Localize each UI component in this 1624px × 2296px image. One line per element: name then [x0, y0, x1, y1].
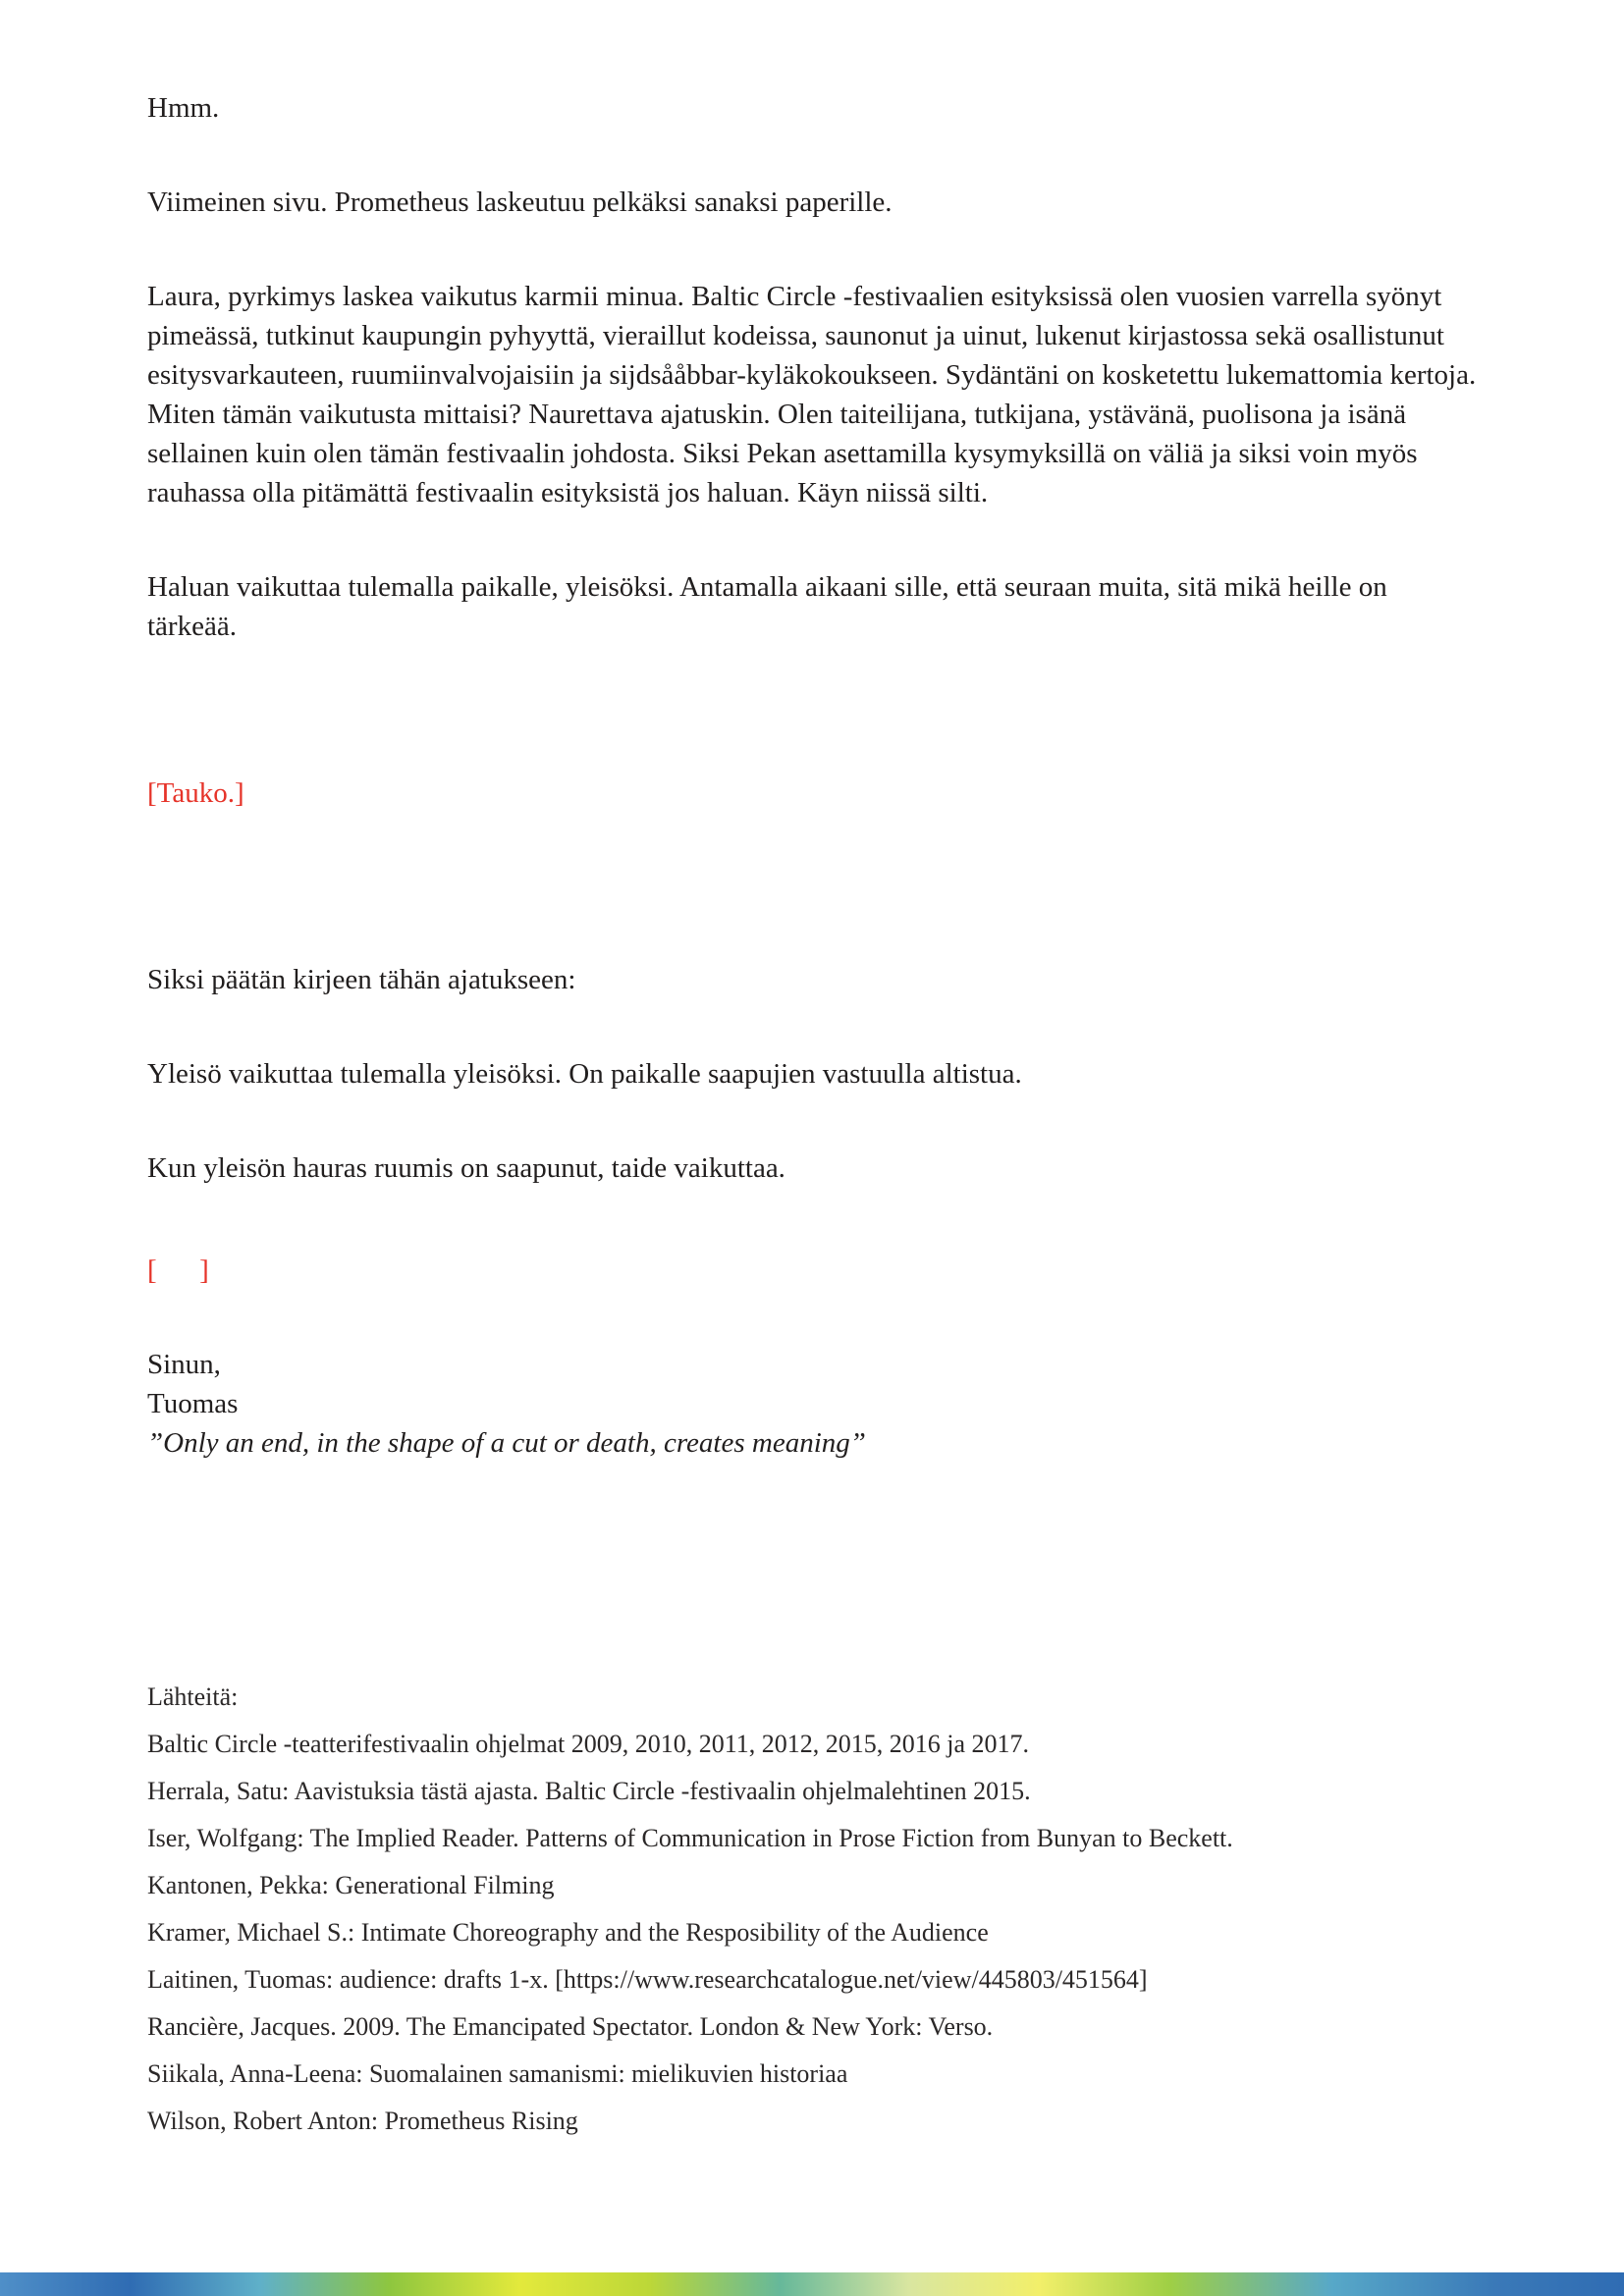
letter-line-hmm: Hmm. [147, 92, 220, 124]
signature: Tuomas [147, 1388, 239, 1419]
pause-marker-empty-brackets: [ ] [147, 1255, 209, 1286]
letter-line-siksi: Siksi päätän kirjeen tähän ajatukseen: [147, 964, 576, 995]
signoff: Sinun, [147, 1349, 221, 1380]
letter-line-viimeinen: Viimeinen sivu. Prometheus laskeutuu pelkäksi sanaksi paperille. [147, 187, 893, 218]
reference-item: Kramer, Michael S.: Intimate Choreography and the Resposibility of the Audience [147, 1918, 989, 1947]
reference-item: Laitinen, Tuomas: audience: drafts 1-x. [https://www.researchcatalogue.net/view/445803/451564] [147, 1965, 1148, 1994]
references-section [147, 1674, 1477, 2145]
reference-item: Iser, Wolfgang: The Implied Reader. Patterns of Communication in Prose Fiction from Bunyan to Beckett. [147, 1824, 1233, 1852]
letter-line-kun: Kun yleisön hauras ruumis on saapunut, taide vaikuttaa. [147, 1152, 785, 1184]
bottom-image-strip [0, 2272, 1624, 2296]
letter-line-yleiso: Yleisö vaikuttaa tulemalla yleisöksi. On paikalle saapujien vastuulla altistua. [147, 1058, 1022, 1090]
references-heading: Lähteitä: [147, 1682, 239, 1711]
letter-paragraph-laura: Laura, pyrkimys laskea vaikutus karmii minua. Baltic Circle -festivaalien esityksissä olen vuosien varrella syönyt pimeässä, tutkinut kaupungin pyhyyttä, vieraillut kodeissa, saunonut ja uinut, lukenut kirjastossa sekä osallistunut esitysvarkauteen, ruumiinvalvojaisiin ja sijdsååbbar-kyläkokoukseen. Sydäntäni on kosketettu lukemattomia kertoja. Miten tämän vaikutusta mittaisi? Naurettava ajatuskin. Olen taiteilijana, tutkijana, ystävänä, puolisona ja isänä sellainen kuin olen tämän festivaalin johdosta. Siksi Pekan asettamilla kysymyksillä on väliä ja siksi voin myös rauhassa olla pitämättä festivaalin esityksistä jos haluan. Käyn niissä silti. [147, 281, 1477, 508]
reference-item: Kantonen, Pekka: Generational Filming [147, 1871, 555, 1899]
reference-item: Rancière, Jacques. 2009. The Emancipated Spectator. London & New York: Verso. [147, 2012, 994, 2041]
letter-body [147, 88, 1477, 1463]
closing-quote: ”Only an end, in the shape of a cut or death, creates meaning” [147, 1427, 866, 1459]
reference-item: Baltic Circle -teatterifestivaalin ohjelmat 2009, 2010, 2011, 2012, 2015, 2016 ja 2017. [147, 1730, 1030, 1758]
pause-marker-tauko: [Tauko.] [147, 777, 244, 809]
reference-item: Herrala, Satu: Aavistuksia tästä ajasta. Baltic Circle -festivaalin ohjelmalehtinen 2015. [147, 1777, 1031, 1805]
letter-paragraph-haluan: Haluan vaikuttaa tulemalla paikalle, yleisöksi. Antamalla aikaani sille, että seuraan muita, sitä mikä heille on tärkeää. [147, 571, 1387, 642]
reference-item: Wilson, Robert Anton: Prometheus Rising [147, 2107, 578, 2135]
reference-item: Siikala, Anna-Leena: Suomalainen samanismi: mielikuvien historiaa [147, 2059, 848, 2088]
